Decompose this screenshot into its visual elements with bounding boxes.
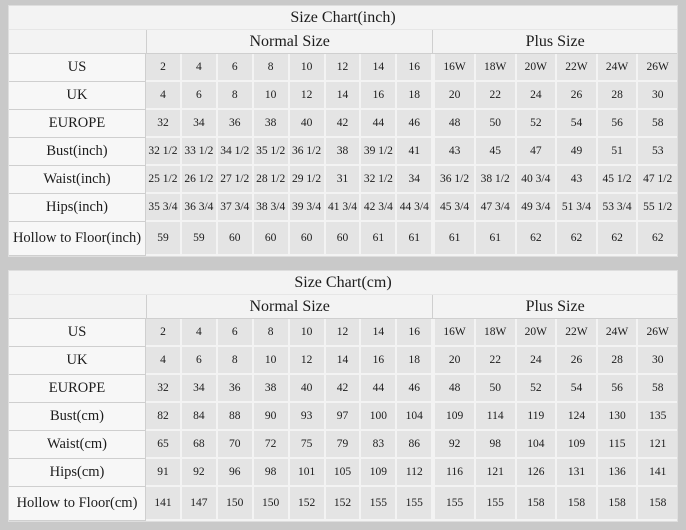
table-cell: 10 — [254, 347, 290, 375]
table-cell: 60 — [254, 222, 290, 256]
table-cell: 49 3/4 — [517, 194, 558, 222]
table-cell: 16 — [361, 347, 397, 375]
table-cell: 47 3/4 — [476, 194, 517, 222]
table-cell: 12 — [290, 82, 326, 110]
table-cell: 26 — [557, 82, 598, 110]
table-cell: 28 — [598, 347, 639, 375]
table-cell: 47 1/2 — [638, 166, 677, 194]
row-cells — [146, 110, 677, 138]
table-cell: 14 — [326, 82, 362, 110]
table-cell: 51 3/4 — [557, 194, 598, 222]
table-cell: 16W — [433, 319, 476, 347]
table-cell: 152 — [290, 487, 326, 521]
table-cell: 24 — [517, 82, 558, 110]
table-cell: 8 — [254, 54, 290, 82]
table-cell: 24W — [598, 319, 639, 347]
table-cell: 54 — [557, 375, 598, 403]
table-cell: 52 — [517, 375, 558, 403]
table-cell: 48 — [433, 375, 476, 403]
table-cell: 32 — [146, 375, 182, 403]
table-cell: 18W — [476, 54, 517, 82]
table-cell: 45 — [476, 138, 517, 166]
table-row — [9, 487, 677, 521]
table-cell: 83 — [361, 431, 397, 459]
table-title: Size Chart(inch) — [9, 6, 677, 30]
table-cell: 38 — [326, 138, 362, 166]
table-row — [9, 459, 677, 487]
table-cell: 34 — [397, 166, 433, 194]
table-cell: 97 — [326, 403, 362, 431]
table-row — [9, 431, 677, 459]
table-cell: 12 — [326, 319, 362, 347]
row-cells — [146, 403, 677, 431]
table-cell: 38 1/2 — [476, 166, 517, 194]
table-cell: 10 — [290, 319, 326, 347]
table-cell: 38 — [254, 375, 290, 403]
table-cell: 4 — [146, 82, 182, 110]
table-cell: 50 — [476, 110, 517, 138]
table-cell: 135 — [638, 403, 677, 431]
table-cell: 27 1/2 — [218, 166, 254, 194]
table-cell: 150 — [218, 487, 254, 521]
table-cell: 44 — [361, 110, 397, 138]
table-cell: 82 — [146, 403, 182, 431]
table-cell: 18 — [397, 347, 433, 375]
table-cell: 4 — [182, 319, 218, 347]
table-cell: 93 — [290, 403, 326, 431]
table-cell: 53 — [638, 138, 677, 166]
table-cell: 31 — [326, 166, 362, 194]
table-cell: 88 — [218, 403, 254, 431]
table-cell: 38 — [254, 110, 290, 138]
table-cell: 59 — [182, 222, 218, 256]
table-cell: 34 — [182, 110, 218, 138]
row-label: US — [9, 319, 146, 347]
table-cell: 24 — [517, 347, 558, 375]
table-cell: 8 — [218, 347, 254, 375]
table-cell: 8 — [218, 82, 254, 110]
row-label: EUROPE — [9, 110, 146, 138]
table-cell: 155 — [476, 487, 517, 521]
table-cell: 41 — [397, 138, 433, 166]
table-cell: 16 — [397, 54, 433, 82]
table-cell: 6 — [218, 54, 254, 82]
table-cell: 158 — [517, 487, 558, 521]
table-cell: 20W — [517, 319, 558, 347]
row-label: UK — [9, 82, 146, 110]
table-cell: 28 1/2 — [254, 166, 290, 194]
table-cell: 109 — [433, 403, 476, 431]
table-cell: 100 — [361, 403, 397, 431]
normal-size-header: Normal Size — [146, 30, 433, 53]
table-cell: 90 — [254, 403, 290, 431]
table-cell: 33 1/2 — [182, 138, 218, 166]
row-cells — [146, 459, 677, 487]
table-row — [9, 138, 677, 166]
table-cell: 104 — [397, 403, 433, 431]
table-cell: 40 — [290, 375, 326, 403]
table-cell: 158 — [638, 487, 677, 521]
table-cell: 136 — [598, 459, 639, 487]
table-cell: 59 — [146, 222, 182, 256]
table-cell: 48 — [433, 110, 476, 138]
table-cell: 4 — [182, 54, 218, 82]
table-cell: 44 3/4 — [397, 194, 433, 222]
table-cell: 29 1/2 — [290, 166, 326, 194]
table-cell: 35 1/2 — [254, 138, 290, 166]
table-cell: 46 — [397, 375, 433, 403]
table-cell: 101 — [290, 459, 326, 487]
table-cell: 35 3/4 — [146, 194, 182, 222]
table-cell: 25 1/2 — [146, 166, 182, 194]
table-cell: 92 — [182, 459, 218, 487]
table-cell: 36 — [218, 375, 254, 403]
table-cell: 58 — [638, 375, 677, 403]
table-cell: 65 — [146, 431, 182, 459]
table-cell: 75 — [290, 431, 326, 459]
table-cell: 34 — [182, 375, 218, 403]
table-cell: 119 — [517, 403, 558, 431]
table-cell: 60 — [326, 222, 362, 256]
row-label: Waist(inch) — [9, 166, 146, 194]
table-cell: 26W — [638, 319, 677, 347]
table-row — [9, 347, 677, 375]
table-cell: 112 — [397, 459, 433, 487]
table-cell: 20 — [433, 82, 476, 110]
table-cell: 141 — [638, 459, 677, 487]
table-cell: 43 — [433, 138, 476, 166]
row-cells — [146, 222, 677, 256]
table-cell: 42 3/4 — [361, 194, 397, 222]
table-cell: 32 1/2 — [146, 138, 182, 166]
table-cell: 54 — [557, 110, 598, 138]
table-cell: 60 — [218, 222, 254, 256]
row-cells — [146, 138, 677, 166]
table-cell: 84 — [182, 403, 218, 431]
table-cell: 30 — [638, 347, 677, 375]
table-cell: 121 — [476, 459, 517, 487]
table-cell: 10 — [290, 54, 326, 82]
plus-size-header: Plus Size — [525, 297, 585, 315]
row-cells — [146, 54, 677, 82]
table-cell: 39 1/2 — [361, 138, 397, 166]
table-cell: 91 — [146, 459, 182, 487]
table-cell: 124 — [557, 403, 598, 431]
table-cell: 32 — [146, 110, 182, 138]
table-cell: 116 — [433, 459, 476, 487]
table-cell: 22 — [476, 82, 517, 110]
table-cell: 42 — [326, 110, 362, 138]
table-cell: 62 — [557, 222, 598, 256]
table-cell: 61 — [361, 222, 397, 256]
table-cell: 36 1/2 — [290, 138, 326, 166]
table-cell: 92 — [433, 431, 476, 459]
table-rows — [9, 319, 677, 521]
row-label: Hips(cm) — [9, 459, 146, 487]
table-cell: 6 — [218, 319, 254, 347]
column-group-header — [9, 30, 677, 54]
table-cell: 155 — [433, 487, 476, 521]
table-cell: 20W — [517, 54, 558, 82]
row-cells — [146, 194, 677, 222]
table-row — [9, 54, 677, 82]
row-label: US — [9, 54, 146, 82]
table-cell: 114 — [476, 403, 517, 431]
table-cell: 52 — [517, 110, 558, 138]
table-row — [9, 319, 677, 347]
table-cell: 38 3/4 — [254, 194, 290, 222]
table-row — [9, 166, 677, 194]
table-cell: 12 — [290, 347, 326, 375]
plus-size-header: Plus Size — [525, 32, 585, 50]
table-cell: 22W — [557, 54, 598, 82]
table-cell: 14 — [326, 347, 362, 375]
table-cell: 28 — [598, 82, 639, 110]
table-row — [9, 82, 677, 110]
table-cell: 60 — [290, 222, 326, 256]
table-cell: 10 — [254, 82, 290, 110]
table-cell: 104 — [517, 431, 558, 459]
row-label: Hollow to Floor(inch) — [9, 222, 146, 256]
table-cell: 43 — [557, 166, 598, 194]
size-chart-inch-table — [8, 5, 678, 257]
table-cell: 6 — [182, 347, 218, 375]
table-cell: 6 — [182, 82, 218, 110]
row-cells — [146, 487, 677, 521]
table-cell: 115 — [598, 431, 639, 459]
row-label: Bust(inch) — [9, 138, 146, 166]
row-cells — [146, 166, 677, 194]
table-cell: 36 3/4 — [182, 194, 218, 222]
table-cell: 18W — [476, 319, 517, 347]
table-cell: 70 — [218, 431, 254, 459]
table-cell: 45 3/4 — [433, 194, 476, 222]
table-cell: 49 — [557, 138, 598, 166]
row-label: UK — [9, 347, 146, 375]
table-cell: 50 — [476, 375, 517, 403]
row-label: Hollow to Floor(cm) — [9, 487, 146, 521]
table-cell: 141 — [146, 487, 182, 521]
table-cell: 62 — [638, 222, 677, 256]
table-cell: 46 — [397, 110, 433, 138]
table-cell: 109 — [557, 431, 598, 459]
table-cell: 96 — [218, 459, 254, 487]
table-cell: 40 3/4 — [517, 166, 558, 194]
table-cell: 62 — [598, 222, 639, 256]
table-row — [9, 110, 677, 138]
table-cell: 16 — [361, 82, 397, 110]
table-cell: 36 1/2 — [433, 166, 476, 194]
table-cell: 61 — [397, 222, 433, 256]
table-cell: 12 — [326, 54, 362, 82]
table-cell: 152 — [326, 487, 362, 521]
table-cell: 86 — [397, 431, 433, 459]
table-cell: 126 — [517, 459, 558, 487]
corner-cell — [9, 295, 146, 318]
table-cell: 14 — [361, 319, 397, 347]
table-cell: 98 — [476, 431, 517, 459]
table-cell: 131 — [557, 459, 598, 487]
row-label: Waist(cm) — [9, 431, 146, 459]
row-cells — [146, 431, 677, 459]
table-cell: 39 3/4 — [290, 194, 326, 222]
table-cell: 4 — [146, 347, 182, 375]
table-cell: 41 3/4 — [326, 194, 362, 222]
table-cell: 51 — [598, 138, 639, 166]
table-cell: 26 — [557, 347, 598, 375]
table-cell: 61 — [433, 222, 476, 256]
table-cell: 47 — [517, 138, 558, 166]
table-cell: 105 — [326, 459, 362, 487]
table-cell: 18 — [397, 82, 433, 110]
row-label: Hips(inch) — [9, 194, 146, 222]
table-cell: 121 — [638, 431, 677, 459]
table-cell: 150 — [254, 487, 290, 521]
size-chart-cm-table — [8, 270, 678, 522]
corner-cell — [9, 30, 146, 53]
row-cells — [146, 347, 677, 375]
table-row — [9, 222, 677, 256]
table-row — [9, 194, 677, 222]
table-cell: 72 — [254, 431, 290, 459]
table-cell: 45 1/2 — [598, 166, 639, 194]
table-cell: 26 1/2 — [182, 166, 218, 194]
table-cell: 130 — [598, 403, 639, 431]
table-cell: 56 — [598, 110, 639, 138]
table-cell: 98 — [254, 459, 290, 487]
table-cell: 58 — [638, 110, 677, 138]
table-cell: 37 3/4 — [218, 194, 254, 222]
table-row — [9, 403, 677, 431]
table-cell: 36 — [218, 110, 254, 138]
table-cell: 26W — [638, 54, 677, 82]
table-cell: 32 1/2 — [361, 166, 397, 194]
table-row — [9, 375, 677, 403]
table-cell: 34 1/2 — [218, 138, 254, 166]
table-cell: 40 — [290, 110, 326, 138]
table-cell: 158 — [598, 487, 639, 521]
table-cell: 2 — [146, 54, 182, 82]
row-label: Bust(cm) — [9, 403, 146, 431]
row-label: EUROPE — [9, 375, 146, 403]
table-cell: 147 — [182, 487, 218, 521]
table-cell: 155 — [361, 487, 397, 521]
table-cell: 44 — [361, 375, 397, 403]
table-cell: 20 — [433, 347, 476, 375]
table-cell: 68 — [182, 431, 218, 459]
table-cell: 2 — [146, 319, 182, 347]
row-cells — [146, 82, 677, 110]
table-cell: 22W — [557, 319, 598, 347]
table-cell: 53 3/4 — [598, 194, 639, 222]
normal-size-header: Normal Size — [146, 295, 433, 318]
table-cell: 14 — [361, 54, 397, 82]
table-cell: 42 — [326, 375, 362, 403]
table-cell: 55 1/2 — [638, 194, 677, 222]
table-cell: 16 — [397, 319, 433, 347]
table-cell: 158 — [557, 487, 598, 521]
row-cells — [146, 319, 677, 347]
column-group-header — [9, 295, 677, 319]
table-cell: 30 — [638, 82, 677, 110]
table-cell: 24W — [598, 54, 639, 82]
table-cell: 155 — [397, 487, 433, 521]
table-rows — [9, 54, 677, 256]
row-cells — [146, 375, 677, 403]
table-cell: 79 — [326, 431, 362, 459]
table-title: Size Chart(cm) — [9, 271, 677, 295]
table-cell: 8 — [254, 319, 290, 347]
table-cell: 22 — [476, 347, 517, 375]
table-cell: 16W — [433, 54, 476, 82]
table-cell: 61 — [476, 222, 517, 256]
table-cell: 56 — [598, 375, 639, 403]
table-cell: 62 — [517, 222, 558, 256]
table-cell: 109 — [361, 459, 397, 487]
